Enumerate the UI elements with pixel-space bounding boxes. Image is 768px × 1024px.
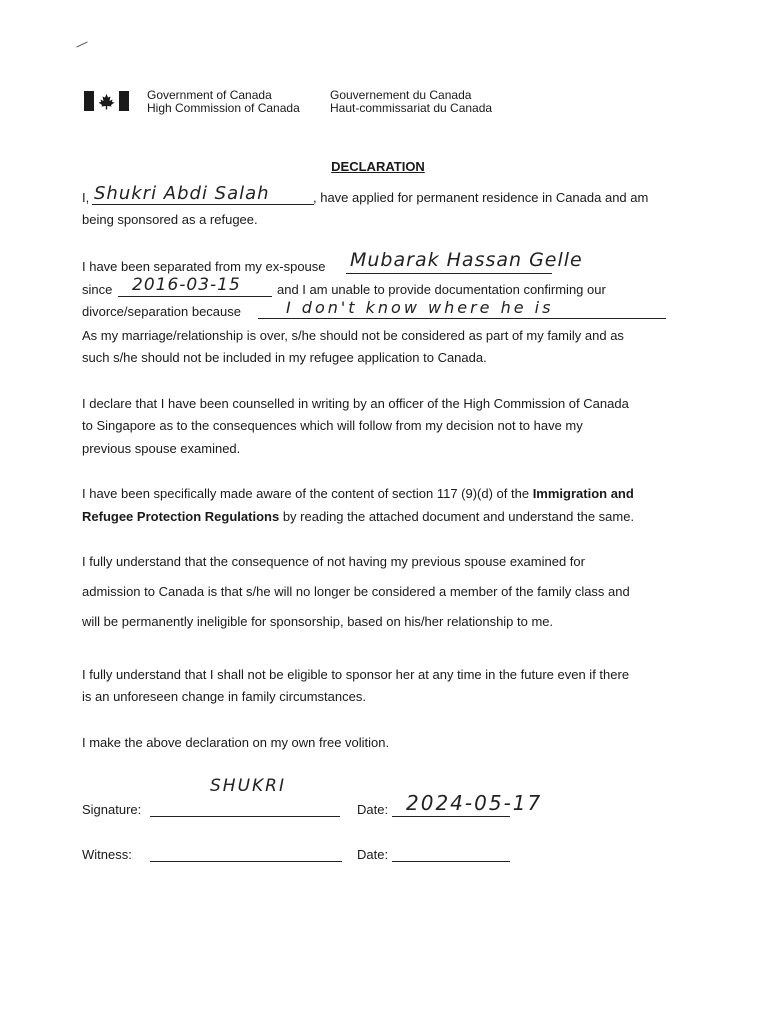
separation-date-line — [118, 296, 272, 297]
witness-line — [150, 861, 342, 862]
government-name-english — [147, 89, 300, 115]
ex-spouse-name-handwritten: Mubarak Hassan Gelle — [350, 249, 583, 271]
p7-text: I make the above declaration on my own free volition. — [82, 735, 390, 750]
gov-fr-line2: Haut-commissariat du Canada — [330, 101, 493, 115]
signature-handwritten: SHUKRI — [210, 776, 286, 796]
signature-label: Signature: — [82, 802, 142, 817]
gov-en-line2: High Commission of Canada — [147, 101, 300, 115]
signature-date-label: Date: — [357, 802, 389, 817]
government-name-french — [330, 89, 492, 115]
separation-reason-line — [258, 318, 666, 319]
witness-date-label: Date: — [357, 847, 389, 862]
p4-line1-bold: Immigration and — [532, 486, 634, 501]
p1-line2: being sponsored as a refugee. — [82, 212, 258, 227]
p4-line2 — [82, 509, 634, 524]
p4-line1 — [82, 486, 634, 501]
p2-line5: such s/he should not be included in my refugee application to Canada. — [82, 350, 487, 365]
p3-line2: to Singapore as to the consequences which will follow from my decision not to have my — [82, 418, 583, 433]
p3-line1: I declare that I have been counselled in writing by an officer of the High Commission of Canada — [82, 396, 629, 411]
p1-suffix: , have applied for permanent residence in Canada and am — [313, 190, 649, 205]
p5-line1: I fully understand that the consequence of not having my previous spouse examined for — [82, 554, 585, 569]
witness-label: Witness: — [82, 847, 132, 862]
p1-prefix: I, — [82, 190, 90, 205]
signature-line — [150, 816, 340, 817]
canada-flag-icon — [84, 91, 129, 111]
p3-line3: previous spouse examined. — [82, 441, 241, 456]
p4-line2-bold: Refugee Protection Regulations — [82, 509, 280, 524]
ex-spouse-name-line — [346, 273, 552, 274]
gov-fr-line1: Gouvernement du Canada — [330, 88, 472, 102]
p6-line1: I fully understand that I shall not be eligible to sponsor her at any time in the future even if there — [82, 667, 630, 682]
separation-reason-handwritten: I don't know where he is — [286, 298, 554, 317]
p5-line3: will be permanently ineligible for sponsorship, based on his/her relationship to me. — [82, 614, 554, 629]
p2-text1: I have been separated from my ex-spouse — [82, 259, 326, 274]
p2-text3: divorce/separation because — [82, 304, 241, 319]
stray-pen-mark — [76, 42, 87, 48]
p6-line2: is an unforeseen change in family circumstances. — [82, 689, 366, 704]
p5-line2: admission to Canada is that s/he will no longer be considered a member of the family class and — [82, 584, 630, 599]
p4-line1-text: I have been specifically made aware of the content of section 117 (9)(d) of the — [82, 486, 533, 501]
witness-date-line — [392, 861, 510, 862]
p2-text2: and I am unable to provide documentation confirming our — [277, 282, 606, 297]
applicant-name-line — [92, 204, 314, 205]
signature-date-handwritten: 2024-05-17 — [406, 791, 543, 815]
applicant-name-handwritten: Shukri Abdi Salah — [94, 183, 270, 204]
p4-line2-text: by reading the attached document and understand the same. — [279, 509, 635, 524]
p2-since: since — [82, 282, 113, 297]
separation-date-handwritten: 2016-03-15 — [132, 275, 241, 295]
p2-line4: As my marriage/relationship is over, s/he should not be considered as part of my family and as — [82, 328, 624, 343]
gov-en-line1: Government of Canada — [147, 88, 272, 102]
document-title: DECLARATION — [331, 159, 425, 174]
signature-date-line — [392, 816, 510, 817]
